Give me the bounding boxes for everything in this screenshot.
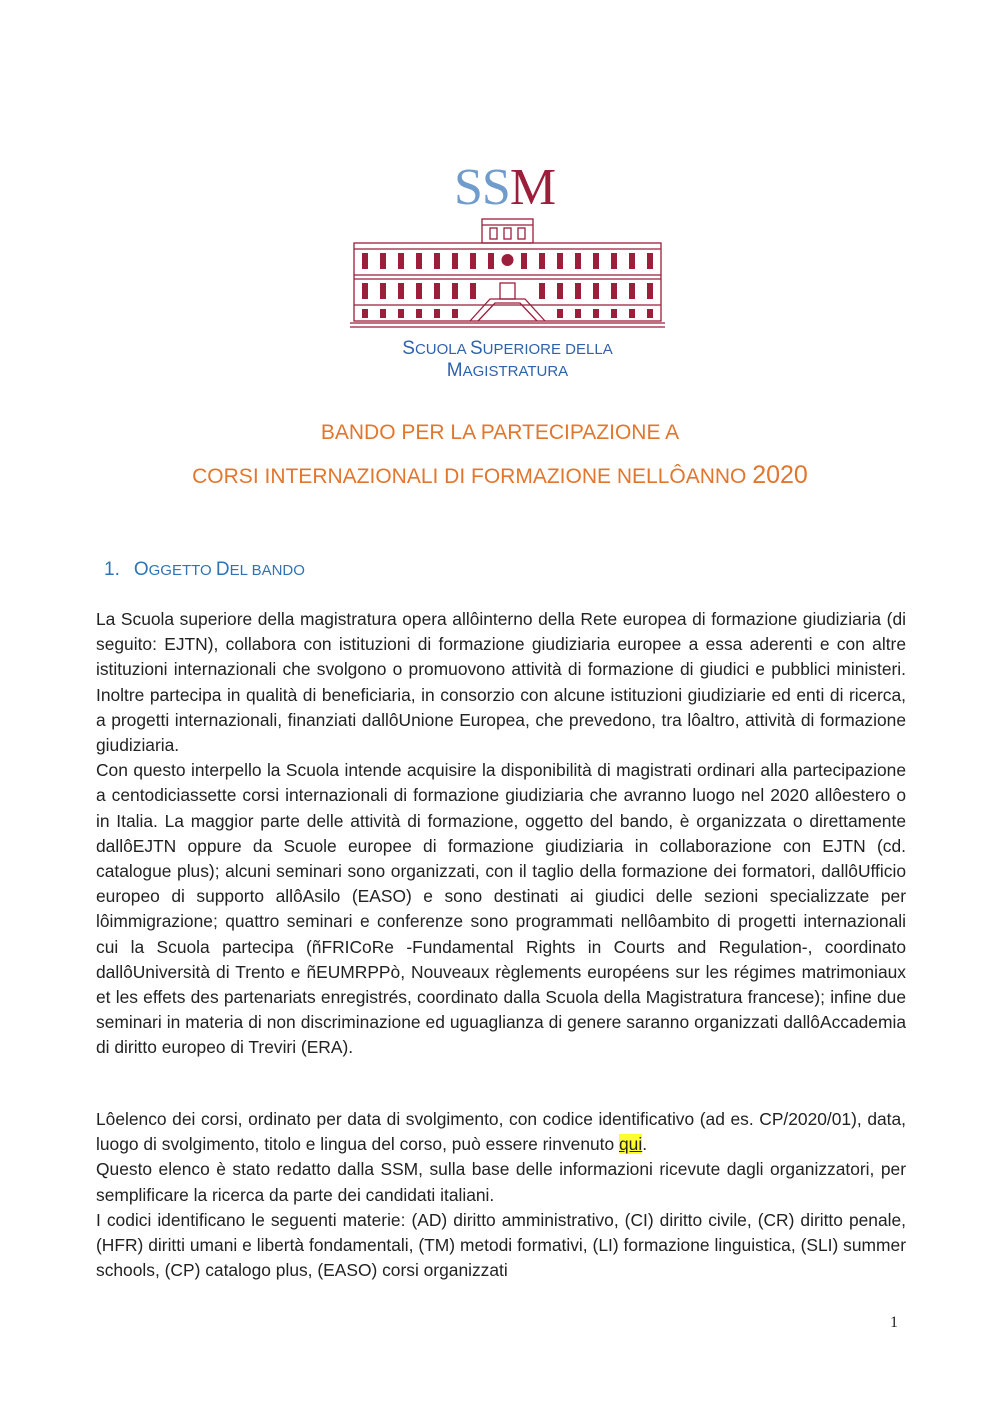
logo-caption [340,338,675,382]
caption-rest: UPERIORE DELLA [482,341,613,358]
caption-initial: M [446,360,463,381]
list-paragraph-end: . [642,1134,648,1155]
section-number: 1. [104,559,120,580]
logo-m-letter: M [509,159,556,216]
title-line-2-text: CORSI INTERNAZIONALI DI FORMAZIONE NELLÔANNO [192,465,753,488]
list-paragraph-text: Lôelenco dei corsi, ordinato per data di svolgimento, con codice identificativo (ad es. CP/2020/01), data, luogo di svolgimento, titolo e lingua del corso, può essere rinvenuto [96,1109,906,1155]
section-heading [104,559,305,581]
course-list-link[interactable]: qui [619,1134,643,1155]
course-list-paragraph [96,1107,906,1157]
ssm-logo-text [454,160,564,215]
heading-rest: GGETTO [148,562,216,579]
body-block-1 [96,607,906,1061]
heading-initial: D [215,559,230,580]
caption-rest: AGISTRATURA [462,363,569,380]
document-title-line-1: BANDO PER LA PARTECIPAZIONE A [320,421,680,444]
heading-rest: EL BANDO [229,562,305,579]
paragraph: I codici identificano le seguenti materie: (AD) diritto amministrativo, (CI) diritto civile, (CR) diritto penale, (HFR) diritti umani e libertà fondamentali, (TM) metodi formativi, (LI) formazione linguistica, (SLI) summer schools, (CP) catalogo plus, (EASO) corsi organizzati [96,1209,906,1281]
heading-initial: O [133,559,149,580]
paragraph: Questo elenco è stato redatto dalla SSM, sulla base delle informazioni ricevute dagli organizzatori, per semplificare la ricerca da parte dei candidati italiani. [96,1159,906,1205]
paragraph: Con questo interpello la Scuola intende acquisire la disponibilità di magistrati ordinari alla partecipazione a centodiciassette corsi internazionali di formazione giudiziaria che avranno luogo nel 2020 allôestero o in Italia. La maggior parte delle attività di formazione, oggetto del bando, è organizzata o direttamente dallôEJTN oppure da Scuole europee di formazione giudiziaria in collaborazione con EJTN (cd. catalogue plus); alcuni seminari sono organizzati, con il taglio della formazione dei formatori, dallôUfficio europeo di supporto allôAsilo (EASO) e sono destinati ai giudici delle sezioni specializzate per lôimmigrazione; quattro seminari e conferenze sono programmati nellôambito di progetti internazionali cui la Scuola partecipa (ñFRICoRe -Fundamental Rights in Courts and Regulation-, coordinato dallôUniversità di Trento e ñEUMRPPò, Nouveaux règlements européens sur les régimes matrimoniaux et les effets des partenariats enregistrés, coordinato dalla Scuola della Magistratura francese); infine due seminari in materia di non discriminazione ed uguaglianza di genere saranno organizzati dallôAccademia di diritto europeo di Treviri (ERA). [96,760,906,1058]
logo-ss-letters: SS [454,159,510,216]
page-number: 1 [890,1314,898,1331]
caption-initial: S [469,338,483,359]
title-year: 2020 [752,461,808,489]
document-title-line-2 [0,461,1000,490]
palazzo-building-logo-icon [350,213,665,331]
caption-rest: CUOLA [414,341,470,358]
caption-initial: S [402,338,415,359]
paragraph: La Scuola superiore della magistratura opera allôinterno della Rete europea di formazione giudiziaria (di seguito: EJTN), collabora con istituzioni di formazione giudiziaria europee a essa aderenti e con altre istituzioni internazionali che svolgono o promuovono attività di formazione di giudici e pubblici ministeri. Inoltre partecipa in qualità di beneficiaria, in consorzio con alcune istituzioni giudiziarie ed enti di ricerca, a progetti internazionali, finanziati dallôUnione Europea, che prevedono, tra lôaltro, attività di formazione giudiziaria. [96,609,906,756]
body-block-2 [96,1107,906,1283]
